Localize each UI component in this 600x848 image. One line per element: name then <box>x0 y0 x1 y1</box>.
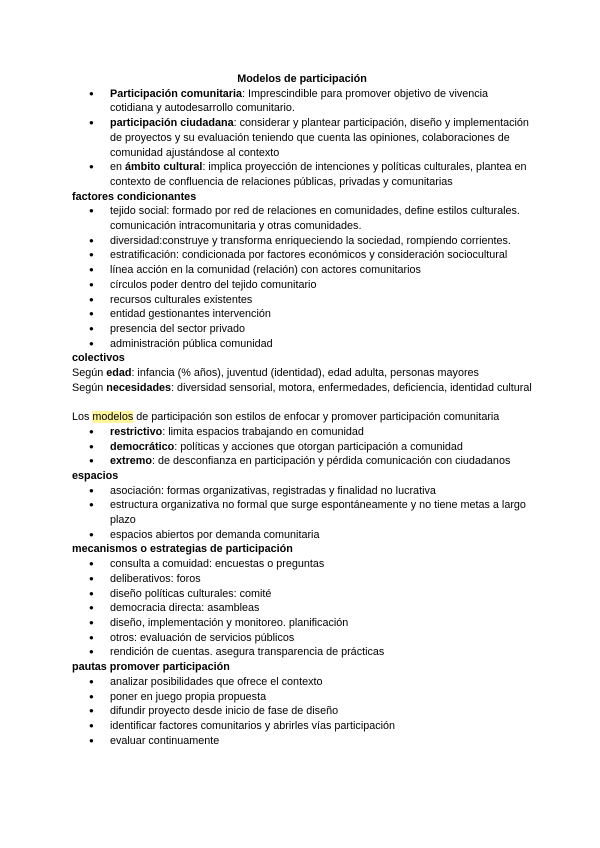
colectivos-line: Según edad: infancia (% años), juventud (identidad), edad adulta, personas mayores <box>72 367 479 380</box>
list-item: ● presencia del sector privado <box>72 322 532 337</box>
list-item: ● evaluar continuamente <box>72 734 532 749</box>
page-title: Modelos de participación <box>237 73 367 85</box>
list-item: ● deliberativos: foros <box>72 572 532 587</box>
section-heading-colectivos: colectivos <box>72 352 125 365</box>
factores-list <box>72 204 532 351</box>
list-item: ● difundir proyecto desde inicio de fase de diseño <box>72 704 532 719</box>
list-item: ● rendición de cuentas. asegura transparencia de prácticas <box>72 645 532 660</box>
list-item: ● estratificación: condicionada por factores económicos y consideración sociocultural <box>72 248 532 263</box>
list-item: ● analizar posibilidades que ofrece el contexto <box>72 675 532 690</box>
pautas-list <box>72 675 532 749</box>
document-page <box>72 72 532 748</box>
espacios-list <box>72 484 532 543</box>
modelos-paragraph: Los modelos de participación son estilos de enfocar y promover participación comunitaria <box>72 411 500 424</box>
intro-list <box>72 87 532 190</box>
list-item: ● diseño, implementación y monitoreo. planificación <box>72 616 532 631</box>
list-item: ● administración pública comunidad <box>72 337 532 352</box>
highlighted-text: modelos <box>92 411 134 424</box>
list-item: ● extremo: de desconfianza en participación y pérdida comunicación con ciudadanos <box>72 454 532 469</box>
list-item: ● otros: evaluación de servicios públicos <box>72 631 532 646</box>
list-item: ● restrictivo: limita espacios trabajando en comunidad <box>72 425 532 440</box>
list-item: ● círculos poder dentro del tejido comunitario <box>72 278 532 293</box>
list-item: ● espacios abiertos por demanda comunitaria <box>72 528 532 543</box>
list-item: ● identificar factores comunitarios y abrirles vías participación <box>72 719 532 734</box>
blank-line <box>72 395 532 410</box>
list-item: ● recursos culturales existentes <box>72 293 532 308</box>
list-item: ● estructura organizativa no formal que surge espontáneamente y no tiene metas a largo plazo <box>72 498 532 527</box>
list-item: ● asociación: formas organizativas, registradas y finalidad no lucrativa <box>72 484 532 499</box>
colectivos-line: Según necesidades: diversidad sensorial, motora, enfermedades, deficiencia, identidad cultural <box>72 381 532 394</box>
list-item: ● consulta a comuidad: encuestas o preguntas <box>72 557 532 572</box>
section-heading-factores: factores condicionantes <box>72 190 197 203</box>
list-item: ● Participación comunitaria: Imprescindible para promover objetivo de vivencia cotidiana y autodesarrollo comunitario. <box>72 87 532 116</box>
list-item: ● poner en juego propia propuesta <box>72 690 532 705</box>
list-item: ● línea acción en la comunidad (relación) con actores comunitarios <box>72 263 532 278</box>
section-heading-mecanismos: mecanismos o estrategias de participación <box>72 543 293 556</box>
list-item: ● democracia directa: asambleas <box>72 601 532 616</box>
list-item: ● tejido social: formado por red de relaciones en comunidades, define estilos culturales. comunicación intracomunitaria y otras comunidades. <box>72 204 532 233</box>
list-item: ● diversidad:construye y transforma enriqueciendo la sociedad, rompiendo corrientes. <box>72 234 532 249</box>
modelos-list <box>72 425 532 469</box>
mecanismos-list <box>72 557 532 660</box>
list-item: ● democrático: políticas y acciones que otorgan participación a comunidad <box>72 440 532 455</box>
section-heading-espacios: espacios <box>72 469 119 482</box>
list-item: ● diseño políticas culturales: comité <box>72 587 532 602</box>
list-item: ● en ámbito cultural: implica proyección de intenciones y políticas culturales, plantea en contexto de confluencia de relaciones públicas, privadas y comunitarias <box>72 160 532 189</box>
section-heading-pautas: pautas promover participación <box>72 661 230 674</box>
list-item: ● entidad gestionantes intervención <box>72 307 532 322</box>
list-item: ● participación ciudadana: considerar y plantear participación, diseño y implementación de proyectos y su evaluación teniendo que cuenta las opiniones, colaboraciones de comunidad ajustándose al contexto <box>72 116 532 160</box>
